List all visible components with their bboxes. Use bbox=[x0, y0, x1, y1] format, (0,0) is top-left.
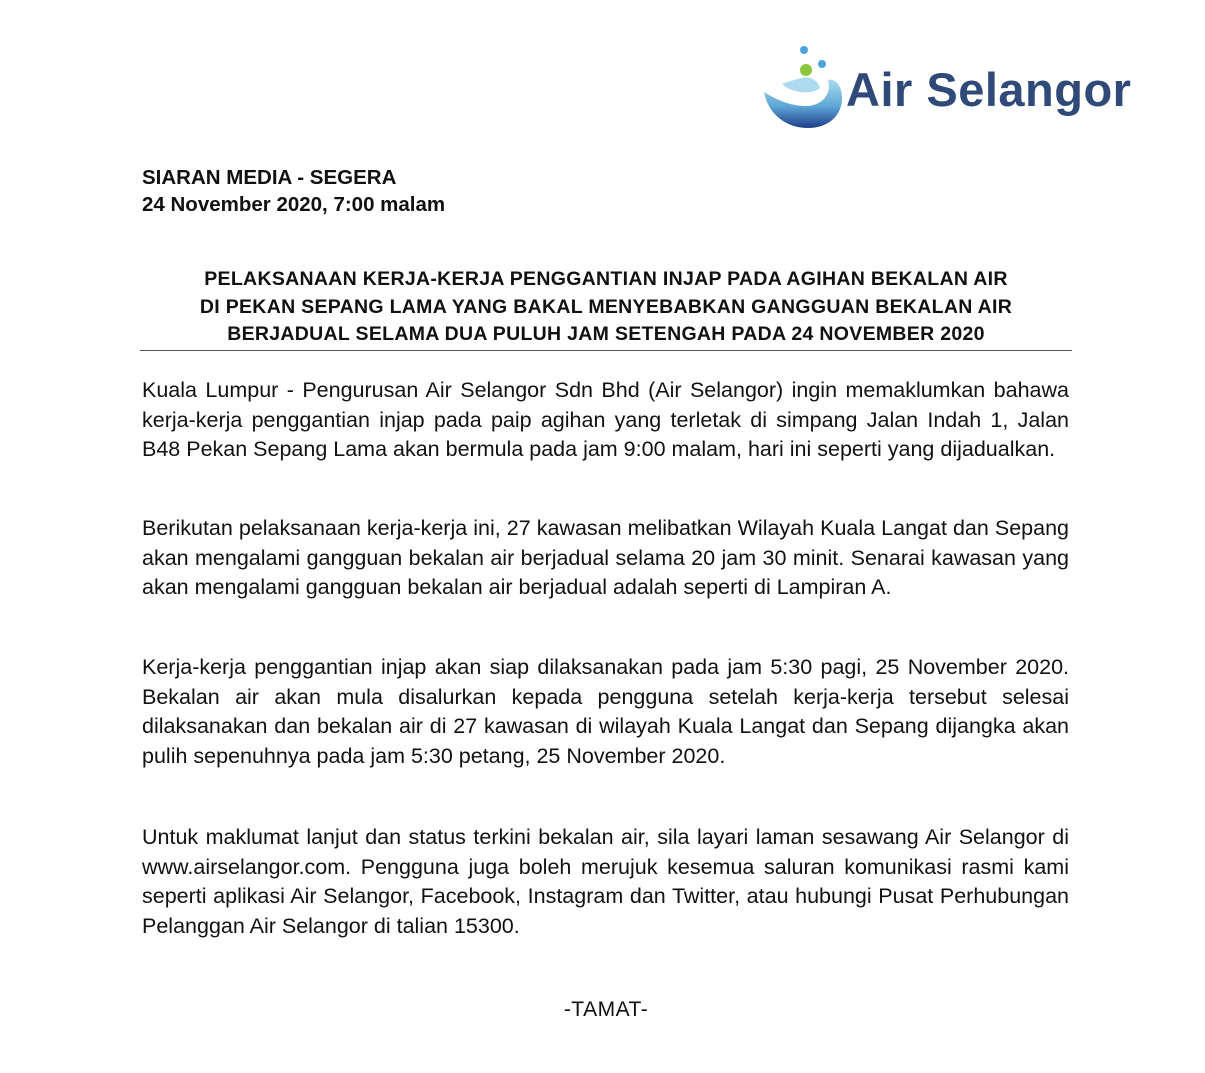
bubble-dot-icon bbox=[800, 46, 808, 54]
headline-line: DI PEKAN SEPANG LAMA YANG BAKAL MENYEBABKAN GANGGUAN BEKALAN AIR bbox=[199, 295, 1013, 318]
headline-divider bbox=[140, 350, 1072, 351]
release-label: SIARAN MEDIA - SEGERA bbox=[142, 166, 397, 189]
body-paragraph-3: Kerja-kerja penggantian injap akan siap dilaksanakan pada jam 5:30 pagi, 25 November 2020. Bekalan air akan mula disalurkan kepada pengguna setelah kerja-kerja tersebut selesai dilaksanakan dan bekalan air di 27 kawasan di wilayah Kuala Langat dan Sepang dijangka akan pulih sepenuhnya pada jam 5:30 petang, 25 November 2020. bbox=[142, 655, 1069, 769]
body-paragraph-1: Kuala Lumpur - Pengurusan Air Selangor Sdn Bhd (Air Selangor) ingin memaklumkan bahawa kerja-kerja penggantian injap pada paip agihan yang terletak di simpang Jalan Indah 1, Jalan B48 Pekan Sepang Lama akan bermula pada jam 9:00 malam, hari ini seperti yang dijadualkan. bbox=[142, 378, 1069, 462]
headline-line: BERJADUAL SELAMA DUA PULUH JAM SETENGAH PADA 24 NOVEMBER 2020 bbox=[227, 323, 985, 345]
body-paragraph-2: Berikutan pelaksanaan kerja-kerja ini, 27 kawasan melibatkan Wilayah Kuala Langat dan Sepang akan mengalami gangguan bekalan air berjadual selama 20 jam 30 minit. Senarai kawasan yang akan mengalami gangguan bekalan air berjadual adalah seperti di Lampiran A. bbox=[142, 516, 1069, 600]
air-selangor-logo bbox=[760, 40, 1170, 135]
water-drop-icon bbox=[760, 40, 850, 135]
green-dot-icon bbox=[800, 64, 812, 76]
end-mark: -TAMAT- bbox=[563, 998, 649, 1021]
press-headline bbox=[140, 266, 1072, 349]
release-date: 24 November 2020, 7:00 malam bbox=[142, 193, 446, 216]
logo-wordmark: Air Selangor bbox=[846, 63, 1132, 116]
headline-line: PELAKSANAAN KERJA-KERJA PENGGANTIAN INJAP PADA AGIHAN BEKALAN AIR bbox=[204, 268, 1008, 290]
body-paragraph-4: Untuk maklumat lanjut dan status terkini bekalan air, sila layari laman sesawang Air Selangor di www.airselangor.com. Pengguna juga boleh merujuk kesemua saluran komunikasi rasmi kami seperti aplikasi Air Selangor, Facebook, Instagram dan Twitter, atau hubungi Pusat Perhubungan Pelanggan Air Selangor di talian 15300. bbox=[142, 825, 1069, 939]
media-release-header bbox=[142, 164, 445, 218]
bubble-dot-icon bbox=[818, 60, 826, 68]
